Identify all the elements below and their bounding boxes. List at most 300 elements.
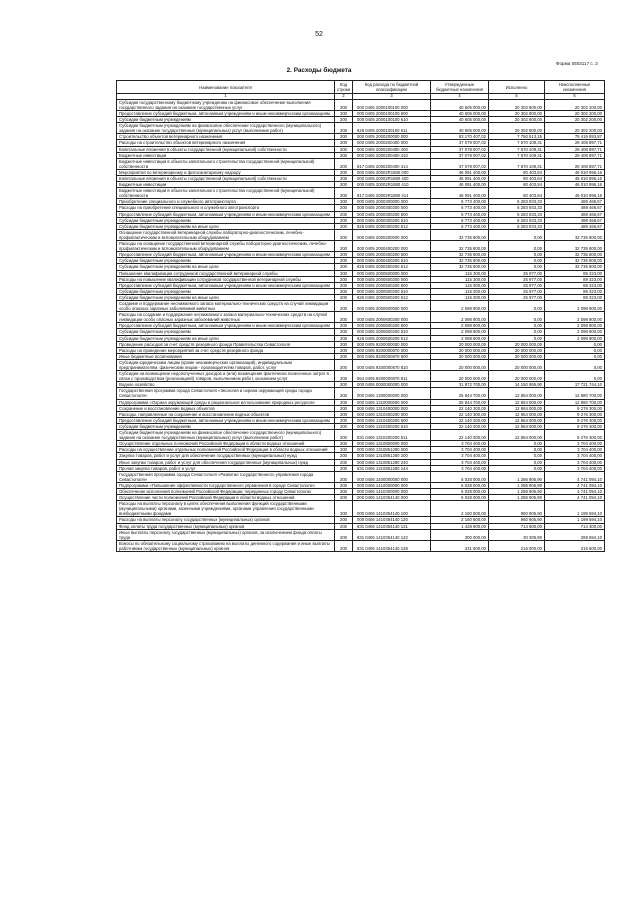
classification-code-cell: 000 0405 2000100100 600 bbox=[353, 110, 431, 116]
executed-amount-cell: 0,00 bbox=[489, 441, 545, 447]
approved-amount-cell: 22 140 300,00 bbox=[431, 430, 489, 441]
classification-code-cell: 000 0405 2000200000 000 bbox=[353, 134, 431, 140]
approved-amount-cell: 3 704 400,00 bbox=[431, 447, 489, 453]
classification-code-cell: 000 0406 1410354140 100 bbox=[353, 501, 431, 517]
approved-amount-cell: 40 605 000,00 bbox=[431, 117, 489, 123]
table-row bbox=[117, 488, 605, 494]
executed-amount-cell: 960 905,90 bbox=[489, 517, 545, 523]
table-row bbox=[117, 529, 605, 540]
row-code-cell: 200 bbox=[335, 341, 353, 347]
indicator-name-cell: Бюджетные инвестиции bbox=[117, 152, 335, 158]
indicator-name-cell: Бюджетные инвестиции в объекты капитального строительства государственной (муниципальной) собственности bbox=[117, 158, 335, 169]
unexecuted-amount-cell: 3 704 400,00 bbox=[545, 459, 605, 465]
unexecuted-amount-cell: 32 735 800,00 bbox=[545, 241, 605, 252]
unexecuted-amount-cell: 489 466,67 bbox=[545, 223, 605, 229]
indicator-name-cell: Субсидии бюджетным учреждениям на финансовое обеспечение государственного (муниципального) задания на оказание государственных (муниципальных) услуг (выполнение работ) bbox=[117, 430, 335, 441]
executed-amount-cell: 20 000 000,00 bbox=[489, 371, 545, 382]
indicator-name-cell: Предоставление субсидий бюджетным, автономным учреждениям и иным некоммерческим организациям bbox=[117, 252, 335, 258]
approved-amount-cell: 115 300,00 bbox=[431, 276, 489, 282]
executed-amount-cell: 20 302 800,00 bbox=[489, 99, 545, 110]
approved-amount-cell: 6 773 400,00 bbox=[431, 199, 489, 205]
approved-amount-cell: 40 605 000,00 bbox=[431, 123, 489, 134]
table-row bbox=[117, 146, 605, 152]
table-row bbox=[117, 523, 605, 529]
table-row bbox=[117, 399, 605, 405]
row-code-cell: 200 bbox=[335, 517, 353, 523]
approved-amount-cell: 115 300,00 bbox=[431, 288, 489, 294]
executed-amount-cell: 80 403,84 bbox=[489, 176, 545, 182]
executed-amount-cell: 7 750 513,15 bbox=[489, 134, 545, 140]
table-row bbox=[117, 188, 605, 199]
row-code-cell: 200 bbox=[335, 540, 353, 551]
indicator-name-cell: Прочая закупка товаров, работ и услуг bbox=[117, 465, 335, 471]
executed-amount-cell: 216 000,00 bbox=[489, 540, 545, 551]
row-code-cell: 200 bbox=[335, 465, 353, 471]
indicator-name-cell: Иные бюджетные ассигнования bbox=[117, 353, 335, 359]
indicator-name-cell: Субсидии бюджетным учреждениям на финансовое обеспечение государственного (муниципального) задания на оказание государственных (муниципальных) услуг (выполнение работ) bbox=[117, 123, 335, 134]
table-row bbox=[117, 300, 605, 311]
row-code-cell: 200 bbox=[335, 182, 353, 188]
classification-code-cell: 831 0406 1410354140 122 bbox=[353, 529, 431, 540]
executed-amount-cell: 30 305,90 bbox=[489, 529, 545, 540]
approved-amount-cell: 6 773 400,00 bbox=[431, 205, 489, 211]
executed-amount-cell: 20 302 800,00 bbox=[489, 117, 545, 123]
unexecuted-amount-cell: 20 302 200,00 bbox=[545, 123, 605, 134]
executed-amount-cell: 6 283 933,33 bbox=[489, 223, 545, 229]
unexecuted-amount-cell: 46 010 996,16 bbox=[545, 169, 605, 175]
indicator-name-cell: Проведение расходов за счет средств резервного фонда Правительства Севастополя bbox=[117, 341, 335, 347]
executed-amount-cell: 6 283 933,33 bbox=[489, 211, 545, 217]
table-row bbox=[117, 405, 605, 411]
indicator-name-cell: Повышение квалификации сотрудников государственной ветеринарной службы bbox=[117, 270, 335, 276]
approved-amount-cell: 25 844 700,00 bbox=[431, 399, 489, 405]
unexecuted-amount-cell: 46 010 996,16 bbox=[545, 182, 605, 188]
row-code-cell: 200 bbox=[335, 276, 353, 282]
header-unexecuted: Неисполненные назначения bbox=[545, 81, 605, 94]
unexecuted-amount-cell: 32 735 800,00 bbox=[545, 252, 605, 258]
executed-amount-cell: 0,00 bbox=[489, 241, 545, 252]
executed-amount-cell: 0,00 bbox=[489, 258, 545, 264]
classification-code-cell: 000 0405 2000200400 000 bbox=[353, 140, 431, 146]
indicator-name-cell: Расходы на приобретение специального и служебного автотранспорта bbox=[117, 205, 335, 211]
header-executed: Исполнено bbox=[489, 81, 545, 94]
row-code-cell: 200 bbox=[335, 223, 353, 229]
approved-amount-cell: 32 735 800,00 bbox=[431, 229, 489, 240]
page-number: 52 bbox=[315, 31, 323, 38]
classification-code-cell: 000 0405 2000300200 610 bbox=[353, 217, 431, 223]
classification-code-cell: 000 0405 2000500200 610 bbox=[353, 288, 431, 294]
unexecuted-amount-cell: 1 199 594,10 bbox=[545, 501, 605, 517]
approved-amount-cell: 6 028 000,00 bbox=[431, 488, 489, 494]
classification-code-cell: 826 0405 2000600200 612 bbox=[353, 335, 431, 341]
indicator-name-cell: Оснащение государственной ветеринарной службы лабораторно-диагностическим, лечебно-профилактическим и вспомогательным оборудованием bbox=[117, 229, 335, 240]
table-row bbox=[117, 388, 605, 399]
classification-code-cell: 000 0406 1310851280 200 bbox=[353, 453, 431, 459]
table-row bbox=[117, 211, 605, 217]
table-row bbox=[117, 540, 605, 551]
approved-amount-cell: 6 773 400,00 bbox=[431, 211, 489, 217]
unexecuted-amount-cell: 12 980 700,00 bbox=[545, 388, 605, 399]
row-code-cell: 200 bbox=[335, 459, 353, 465]
unexecuted-amount-cell: 3 704 400,00 bbox=[545, 465, 605, 471]
classification-code-cell: 000 0406 1310851280 240 bbox=[353, 459, 431, 465]
row-code-cell: 200 bbox=[335, 117, 353, 123]
approved-amount-cell: 2 098 900,00 bbox=[431, 323, 489, 329]
table-row bbox=[117, 482, 605, 488]
indicator-name-cell: Обеспечение исполнения полномочий Российской Федерации, переданных городу Севастополю bbox=[117, 488, 335, 494]
indicator-name-cell: Осуществление части полномочий Российской Федерации в области водных отношений bbox=[117, 495, 335, 501]
indicator-name-cell: Фонд оплаты труда государственных (муниципальных) органов bbox=[117, 523, 335, 529]
executed-amount-cell: 0,00 bbox=[489, 453, 545, 459]
indicator-name-cell: Расходы на выплаты персоналу в целях обеспечения выполнения функций государственными (муниципальными) органами, казенными учреждениями, органами управления государственными внебюджетными фондами bbox=[117, 501, 335, 517]
approved-amount-cell: 20 000 000,00 bbox=[431, 371, 489, 382]
executed-amount-cell: 6 283 933,33 bbox=[489, 199, 545, 205]
row-code-cell: 200 bbox=[335, 146, 353, 152]
header-indicator-name: Наименование показателя bbox=[117, 81, 335, 94]
row-code-cell: 200 bbox=[335, 335, 353, 341]
indicator-name-cell: Субсидии бюджетным учреждениям bbox=[117, 423, 335, 429]
approved-amount-cell: 22 140 300,00 bbox=[431, 423, 489, 429]
column-number: 1 bbox=[117, 94, 335, 100]
indicator-name-cell: Субсидии бюджетным учреждениям bbox=[117, 288, 335, 294]
table-row bbox=[117, 176, 605, 182]
unexecuted-amount-cell: 3 704 400,00 bbox=[545, 441, 605, 447]
column-number: 4 bbox=[431, 94, 489, 100]
classification-code-cell: 000 0405 2000200400 410 bbox=[353, 152, 431, 158]
classification-code-cell: 826 0405 2000500200 612 bbox=[353, 294, 431, 300]
indicator-name-cell: Подпрограмма «Повышение эффективности государственного управления в городе Севастополе» bbox=[117, 482, 335, 488]
indicator-name-cell: Предоставление субсидий бюджетным, автономным учреждениям и иным некоммерческим организациям bbox=[117, 110, 335, 116]
header-row-code: Код строки bbox=[335, 81, 353, 94]
executed-amount-cell: 80 403,84 bbox=[489, 169, 545, 175]
unexecuted-amount-cell: 4 741 094,10 bbox=[545, 495, 605, 501]
approved-amount-cell: 2 098 900,00 bbox=[431, 300, 489, 311]
executed-amount-cell: 6 283 933,33 bbox=[489, 217, 545, 223]
unexecuted-amount-cell: 9 276 300,00 bbox=[545, 405, 605, 411]
executed-amount-cell: 12 864 000,00 bbox=[489, 399, 545, 405]
row-code-cell: 200 bbox=[335, 371, 353, 382]
approved-amount-cell: 37 079 007,02 bbox=[431, 152, 489, 158]
executed-amount-cell: 0,00 bbox=[489, 229, 545, 240]
row-code-cell: 200 bbox=[335, 205, 353, 211]
executed-amount-cell: 1 286 905,90 bbox=[489, 482, 545, 488]
executed-amount-cell: 12 864 000,00 bbox=[489, 411, 545, 417]
unexecuted-amount-cell: 0,00 bbox=[545, 359, 605, 370]
approved-amount-cell: 20 000 000,00 bbox=[431, 341, 489, 347]
approved-amount-cell: 6 773 400,00 bbox=[431, 217, 489, 223]
classification-code-cell: 000 0405 2000400000 000 bbox=[353, 229, 431, 240]
indicator-name-cell: Расходы на создание и поддержание неснижаемого запаса материально-технических средств на случай ликвидации особо опасных заразных заболеваний животных bbox=[117, 312, 335, 323]
approved-amount-cell: 3 704 400,00 bbox=[431, 465, 489, 471]
approved-amount-cell: 115 300,00 bbox=[431, 294, 489, 300]
table-row bbox=[117, 312, 605, 323]
classification-code-cell: 000 0406 1400000000 000 bbox=[353, 471, 431, 482]
classification-code-cell: 000 0405 2000500000 000 bbox=[353, 270, 431, 276]
classification-code-cell: 831 0406 1410354140 121 bbox=[353, 523, 431, 529]
indicator-name-cell: Субсидии бюджетным учреждениям bbox=[117, 217, 335, 223]
approved-amount-cell: 32 735 800,00 bbox=[431, 264, 489, 270]
unexecuted-amount-cell: 0,00 bbox=[545, 353, 605, 359]
unexecuted-amount-cell: 20 302 200,00 bbox=[545, 117, 605, 123]
row-code-cell: 200 bbox=[335, 347, 353, 353]
unexecuted-amount-cell: 0,00 bbox=[545, 371, 605, 382]
unexecuted-amount-cell: 46 010 996,16 bbox=[545, 188, 605, 199]
indicator-name-cell: Предоставление субсидий бюджетным, автономным учреждениям и иным некоммерческим организациям bbox=[117, 417, 335, 423]
indicator-name-cell: Субсидии на возмещение недополученных доходов и (или) возмещение фактически понесенных затрат в связи с производством (реализацией) товаров, выполнением работ, оказанием услуг bbox=[117, 371, 335, 382]
approved-amount-cell: 3 704 400,00 bbox=[431, 441, 489, 447]
row-code-cell: 200 bbox=[335, 447, 353, 453]
unexecuted-amount-cell: 3 704 400,00 bbox=[545, 447, 605, 453]
executed-amount-cell: 0,00 bbox=[489, 323, 545, 329]
indicator-name-cell: Подпрограмма «Охрана окружающей среды и рациональное использование природных ресурсов» bbox=[117, 399, 335, 405]
unexecuted-amount-cell: 3 704 400,00 bbox=[545, 453, 605, 459]
table-row bbox=[117, 282, 605, 288]
executed-amount-cell: 12 864 000,00 bbox=[489, 405, 545, 411]
executed-amount-cell: 0,00 bbox=[489, 465, 545, 471]
row-code-cell: 200 bbox=[335, 264, 353, 270]
executed-amount-cell: 80 403,84 bbox=[489, 188, 545, 199]
row-code-cell: 200 bbox=[335, 441, 353, 447]
table-row bbox=[117, 169, 605, 175]
row-code-cell: 200 bbox=[335, 270, 353, 276]
row-code-cell: 200 bbox=[335, 288, 353, 294]
row-code-cell: 200 bbox=[335, 488, 353, 494]
classification-code-cell: 000 0405 2000100100 000 bbox=[353, 99, 431, 110]
classification-code-cell: 000 0405 2000400200 610 bbox=[353, 258, 431, 264]
unexecuted-amount-cell: 32 735 800,00 bbox=[545, 229, 605, 240]
approved-amount-cell: 431 600,00 bbox=[431, 540, 489, 551]
classification-code-cell: 831 0406 1410354140 129 bbox=[353, 540, 431, 551]
row-code-cell: 200 bbox=[335, 252, 353, 258]
approved-amount-cell: 115 300,00 bbox=[431, 270, 489, 276]
column-number: 3 bbox=[353, 94, 431, 100]
approved-amount-cell: 31 872 700,00 bbox=[431, 382, 489, 388]
indicator-name-cell: Создание и поддержание неснижаемого запаса материально-технических средств на случай ликвидации особо опасных заразных заболеваний животных bbox=[117, 300, 335, 311]
unexecuted-amount-cell: 32 735 800,00 bbox=[545, 258, 605, 264]
indicator-name-cell: Предоставление субсидий бюджетным, автономным учреждениям и иным некоммерческим организациям bbox=[117, 282, 335, 288]
unexecuted-amount-cell: 9 276 300,00 bbox=[545, 411, 605, 417]
column-number: 5 bbox=[489, 94, 545, 100]
classification-code-cell: 000 0405 2000500200 600 bbox=[353, 282, 431, 288]
approved-amount-cell: 46 091 400,00 bbox=[431, 188, 489, 199]
executed-amount-cell: 20 302 800,00 bbox=[489, 110, 545, 116]
row-code-cell: 200 bbox=[335, 199, 353, 205]
classification-code-cell: 826 0405 2000100100 611 bbox=[353, 123, 431, 134]
classification-code-cell: 000 0406 1410300000 000 bbox=[353, 488, 431, 494]
unexecuted-amount-cell: 29 408 897,71 bbox=[545, 146, 605, 152]
executed-amount-cell: 12 864 000,00 bbox=[489, 388, 545, 399]
unexecuted-amount-cell: 269 694,10 bbox=[545, 529, 605, 540]
indicator-name-cell: Предоставление субсидий бюджетным, автономным учреждениям и иным некоммерческим организациям bbox=[117, 211, 335, 217]
classification-code-cell: 000 0405 20002R1880 000 bbox=[353, 169, 431, 175]
row-code-cell: 200 bbox=[335, 529, 353, 540]
approved-amount-cell: 3 704 400,00 bbox=[431, 453, 489, 459]
executed-amount-cell: 12 864 000,00 bbox=[489, 430, 545, 441]
classification-code-cell: 000 0405 9200000870 810 bbox=[353, 359, 431, 370]
indicator-name-cell: Мероприятия по ветеринарному и фитосанитарному надзору bbox=[117, 169, 335, 175]
indicator-name-cell: Субсидии бюджетным учреждениям на иные цели bbox=[117, 335, 335, 341]
unexecuted-amount-cell: 489 466,67 bbox=[545, 199, 605, 205]
unexecuted-amount-cell: 46 010 996,16 bbox=[545, 176, 605, 182]
row-code-cell: 200 bbox=[335, 388, 353, 399]
table-row bbox=[117, 347, 605, 353]
unexecuted-amount-cell: 89 323,00 bbox=[545, 294, 605, 300]
unexecuted-amount-cell: 489 466,67 bbox=[545, 211, 605, 217]
table-row bbox=[117, 123, 605, 134]
expenses-table bbox=[116, 80, 605, 552]
unexecuted-amount-cell: 89 323,00 bbox=[545, 276, 605, 282]
row-code-cell: 200 bbox=[335, 188, 353, 199]
classification-code-cell: 000 0405 9200000870 000 bbox=[353, 347, 431, 353]
approved-amount-cell: 6 773 400,00 bbox=[431, 223, 489, 229]
unexecuted-amount-cell: 20 302 200,00 bbox=[545, 99, 605, 110]
table-row bbox=[117, 341, 605, 347]
approved-amount-cell: 20 000 000,00 bbox=[431, 353, 489, 359]
executed-amount-cell: 20 000 000,00 bbox=[489, 347, 545, 353]
row-code-cell: 200 bbox=[335, 417, 353, 423]
classification-code-cell: 000 0406 1410354140 000 bbox=[353, 495, 431, 501]
table-row bbox=[117, 110, 605, 116]
unexecuted-amount-cell: 9 276 300,00 bbox=[545, 417, 605, 423]
executed-amount-cell: 1 286 905,90 bbox=[489, 488, 545, 494]
classification-code-cell: 000 0406 1300000000 000 bbox=[353, 388, 431, 399]
classification-code-cell: 000 0405 2000300200 000 bbox=[353, 205, 431, 211]
approved-amount-cell: 40 605 000,00 bbox=[431, 110, 489, 116]
table-row bbox=[117, 430, 605, 441]
column-number: 2 bbox=[335, 94, 353, 100]
indicator-name-cell: Расходы, направленные на сохранение и восстановление водных объектов bbox=[117, 411, 335, 417]
executed-amount-cell: 20 000 000,00 bbox=[489, 353, 545, 359]
executed-amount-cell: 25 977,00 bbox=[489, 282, 545, 288]
classification-code-cell: 000 0405 2000600200 000 bbox=[353, 312, 431, 323]
executed-amount-cell: 7 670 109,31 bbox=[489, 146, 545, 152]
unexecuted-amount-cell: 2 098 900,00 bbox=[545, 300, 605, 311]
executed-amount-cell: 1 286 905,90 bbox=[489, 495, 545, 501]
approved-amount-cell: 32 735 800,00 bbox=[431, 258, 489, 264]
table-row bbox=[117, 417, 605, 423]
row-code-cell: 200 bbox=[335, 300, 353, 311]
executed-amount-cell: 0,00 bbox=[489, 264, 545, 270]
approved-amount-cell: 22 140 300,00 bbox=[431, 411, 489, 417]
executed-amount-cell: 25 977,00 bbox=[489, 288, 545, 294]
indicator-name-cell: Субсидии бюджетным учреждениям bbox=[117, 258, 335, 264]
indicator-name-cell: Приобретение специального и служебного автотранспорта bbox=[117, 199, 335, 205]
classification-code-cell: 000 0405 2000100100 610 bbox=[353, 117, 431, 123]
column-number: 6 bbox=[545, 94, 605, 100]
indicator-name-cell: Бюджетные инвестиции bbox=[117, 182, 335, 188]
row-code-cell: 200 bbox=[335, 453, 353, 459]
executed-amount-cell: 0,00 bbox=[489, 329, 545, 335]
indicator-name-cell: Водное хозяйство bbox=[117, 382, 335, 388]
table-row bbox=[117, 517, 605, 523]
table-row bbox=[117, 223, 605, 229]
unexecuted-amount-cell: 2 098 900,00 bbox=[545, 329, 605, 335]
header-approved: Утвержденные бюджетные назначения bbox=[431, 81, 489, 94]
unexecuted-amount-cell: 489 466,67 bbox=[545, 205, 605, 211]
row-code-cell: 200 bbox=[335, 405, 353, 411]
approved-amount-cell: 6 028 000,00 bbox=[431, 471, 489, 482]
indicator-name-cell: Государственная программа города Севастополя «Экология и охрана окружающей среды города Севастополя» bbox=[117, 388, 335, 399]
row-code-cell: 200 bbox=[335, 495, 353, 501]
classification-code-cell: 831 0406 1310400200 611 bbox=[353, 430, 431, 441]
classification-code-cell: 000 0406 1310400000 000 bbox=[353, 405, 431, 411]
row-code-cell: 200 bbox=[335, 110, 353, 116]
executed-amount-cell: 20 302 800,00 bbox=[489, 123, 545, 134]
classification-code-cell: 000 0406 1310851280 000 bbox=[353, 447, 431, 453]
approved-amount-cell: 2 098 900,00 bbox=[431, 335, 489, 341]
table-body bbox=[117, 99, 605, 551]
approved-amount-cell: 3 704 400,00 bbox=[431, 459, 489, 465]
indicator-name-cell: Расходы на выплаты персоналу государственных (муниципальных) органов bbox=[117, 517, 335, 523]
row-code-cell: 200 bbox=[335, 329, 353, 335]
classification-code-cell: 000 0405 2000200400 400 bbox=[353, 146, 431, 152]
indicator-name-cell: Субсидии бюджетным учреждениям на иные цели bbox=[117, 223, 335, 229]
row-code-cell: 200 bbox=[335, 282, 353, 288]
table-row bbox=[117, 423, 605, 429]
row-code-cell: 200 bbox=[335, 411, 353, 417]
row-code-cell: 200 bbox=[335, 241, 353, 252]
indicator-name-cell: Субсидии бюджетным учреждениям на иные цели bbox=[117, 294, 335, 300]
approved-amount-cell: 32 735 800,00 bbox=[431, 252, 489, 258]
executed-amount-cell: 25 977,00 bbox=[489, 270, 545, 276]
row-code-cell: 200 bbox=[335, 258, 353, 264]
table-row bbox=[117, 371, 605, 382]
table-row bbox=[117, 501, 605, 517]
table-row bbox=[117, 241, 605, 252]
classification-code-cell: 000 0405 9200000000 000 bbox=[353, 341, 431, 347]
classification-code-cell: 000 0406 1310400200 610 bbox=[353, 423, 431, 429]
classification-code-cell: 831 0406 1310851280 244 bbox=[353, 465, 431, 471]
executed-amount-cell: 12 864 000,00 bbox=[489, 423, 545, 429]
executed-amount-cell: 14 150 955,90 bbox=[489, 382, 545, 388]
table-header-row bbox=[117, 81, 605, 94]
approved-amount-cell: 2 160 500,00 bbox=[431, 501, 489, 517]
executed-amount-cell: 20 000 000,00 bbox=[489, 341, 545, 347]
row-code-cell: 200 bbox=[335, 134, 353, 140]
indicator-name-cell: Иные выплаты персоналу государственных (муниципальных) органов, за исключением фонда оплаты труда bbox=[117, 529, 335, 540]
classification-code-cell: 000 0405 20002R1880 400 bbox=[353, 176, 431, 182]
classification-code-cell: 000 0406 0000000000 000 bbox=[353, 382, 431, 388]
executed-amount-cell: 7 670 109,31 bbox=[489, 140, 545, 146]
row-code-cell: 200 bbox=[335, 229, 353, 240]
classification-code-cell: 000 0405 2000300200 600 bbox=[353, 211, 431, 217]
indicator-name-cell: Государственная программа города Севастополя «Развитие государственного управления города Севастополя» bbox=[117, 471, 335, 482]
unexecuted-amount-cell: 2 098 900,00 bbox=[545, 335, 605, 341]
row-code-cell: 200 bbox=[335, 217, 353, 223]
indicator-name-cell: Расходы на строительство объектов ветеринарного назначения bbox=[117, 140, 335, 146]
table-row bbox=[117, 158, 605, 169]
approved-amount-cell: 115 300,00 bbox=[431, 282, 489, 288]
unexecuted-amount-cell: 1 199 594,10 bbox=[545, 517, 605, 523]
document-title: 2. Расходы бюджета bbox=[286, 67, 352, 74]
unexecuted-amount-cell: 0,00 bbox=[545, 341, 605, 347]
unexecuted-amount-cell: 32 735 800,00 bbox=[545, 264, 605, 270]
approved-amount-cell: 40 605 000,00 bbox=[431, 99, 489, 110]
unexecuted-amount-cell: 489 466,67 bbox=[545, 217, 605, 223]
row-code-cell: 200 bbox=[335, 423, 353, 429]
row-code-cell: 200 bbox=[335, 430, 353, 441]
approved-amount-cell: 2 160 500,00 bbox=[431, 517, 489, 523]
table-row bbox=[117, 99, 605, 110]
executed-amount-cell: 0,00 bbox=[489, 447, 545, 453]
table-row bbox=[117, 205, 605, 211]
row-code-cell: 200 bbox=[335, 471, 353, 482]
table-row bbox=[117, 288, 605, 294]
row-code-cell: 200 bbox=[335, 140, 353, 146]
unexecuted-amount-cell: 0,00 bbox=[545, 347, 605, 353]
approved-amount-cell: 46 091 400,00 bbox=[431, 182, 489, 188]
header-classification-code: Код расхода по бюджетной классификации bbox=[353, 81, 431, 94]
